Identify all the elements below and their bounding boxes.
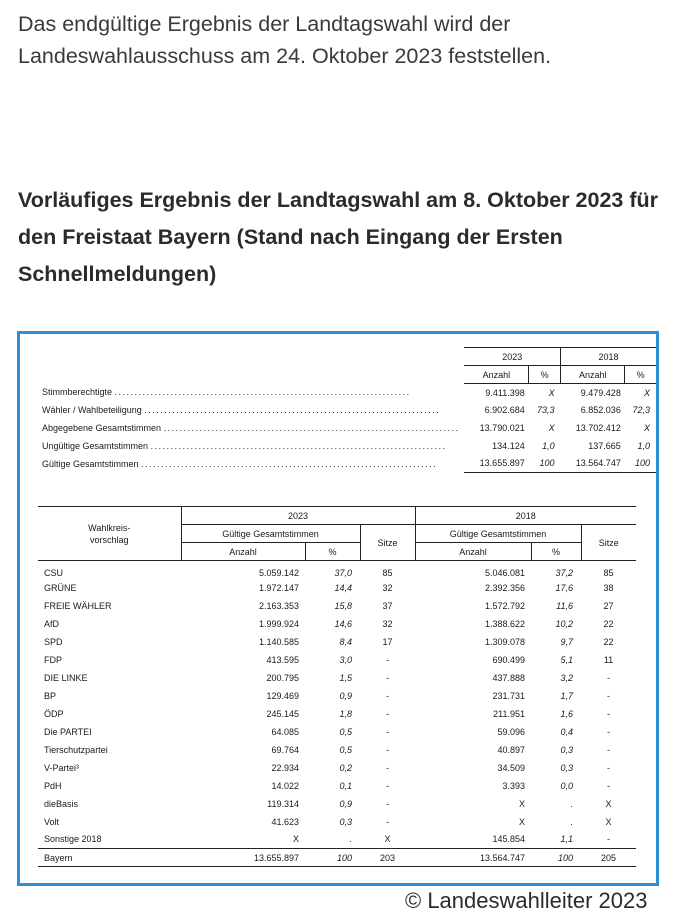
pct-2023: 100 xyxy=(305,849,360,867)
pct-2018: 9,7 xyxy=(560,636,573,647)
votes-2018: 1.388.622 xyxy=(484,618,525,629)
seats-2023: - xyxy=(386,762,389,773)
seats-2023: 17 xyxy=(382,636,393,647)
summary-pct-2023: 73,3 xyxy=(537,405,555,416)
summary-year-2023: 2023 xyxy=(464,348,560,366)
pct-2023: 0,9 xyxy=(339,798,352,809)
summary-pct-2023: 1,0 xyxy=(542,440,555,451)
summary-label xyxy=(42,419,460,437)
copyright-note: © Landeswahlleiter 2023 xyxy=(405,888,648,913)
votes-2018: 690.499 xyxy=(492,654,525,665)
table-row xyxy=(38,579,636,597)
seats-2023: 85 xyxy=(382,567,393,578)
seats-2018: - xyxy=(607,834,610,845)
table-row xyxy=(38,669,636,687)
summary-anzahl-2023: 134.124 xyxy=(492,440,525,451)
col-anzahl-2018: Anzahl xyxy=(415,543,531,561)
seats-2023: - xyxy=(386,816,389,827)
table-row xyxy=(38,759,636,777)
seats-2018: - xyxy=(607,744,610,755)
votes-2023: 200.795 xyxy=(266,672,299,683)
votes-2018: 34.509 xyxy=(497,762,525,773)
pct-2018: . xyxy=(570,816,573,827)
pct-2018: 1,1 xyxy=(560,834,573,845)
seats-2018: - xyxy=(607,672,610,683)
summary-col-pct-2018: % xyxy=(625,366,656,384)
summary-anzahl-2018: 13.564.747 xyxy=(561,455,625,473)
party-name: V-Partei³ xyxy=(44,762,80,773)
col-pct-2023: % xyxy=(305,543,360,561)
pct-2018: 37,2 xyxy=(555,567,573,578)
pct-2023: 0,1 xyxy=(339,780,352,791)
col-wahlkreisvorschlag: Wahlkreis- vorschlag xyxy=(38,507,181,561)
summary-row xyxy=(42,437,656,455)
votes-2018: 3.393 xyxy=(502,780,525,791)
party-name: DIE LINKE xyxy=(44,672,88,683)
pct-2023: 15,8 xyxy=(334,600,352,611)
summary-anzahl-2023: 13.790.021 xyxy=(479,422,525,433)
summary-anzahl-2023: 13.655.897 xyxy=(464,455,528,473)
summary-pct-2023: 100 xyxy=(529,455,561,473)
votes-2023: 2.163.353 xyxy=(258,600,299,611)
votes-2023: 119.314 xyxy=(267,798,299,809)
party-name: GRÜNE xyxy=(44,582,77,593)
summary-pct-2023: X xyxy=(548,387,555,398)
pct-2018: 11,6 xyxy=(556,600,573,611)
seats-2018: 27 xyxy=(603,600,614,611)
pct-2023: 1,5 xyxy=(339,672,352,683)
summary-pct-2023: X xyxy=(548,422,555,433)
total-row xyxy=(38,849,636,867)
party-name: SPD xyxy=(44,636,63,647)
table-row xyxy=(38,741,636,759)
pct-2018: 5,1 xyxy=(560,654,573,665)
seats-2023: 32 xyxy=(382,618,393,629)
table-row xyxy=(38,651,636,669)
party-name: Volt xyxy=(44,816,60,827)
table-row xyxy=(38,615,636,633)
party-name: PdH xyxy=(44,780,62,791)
votes-2018: 1.309.078 xyxy=(484,636,525,647)
votes-2018: 437.888 xyxy=(492,672,525,683)
summary-pct-2018: 1,0 xyxy=(637,440,650,451)
pct-2023: 0,2 xyxy=(339,762,352,773)
votes-2018: 40.897 xyxy=(497,744,525,755)
votes-2023: 129.469 xyxy=(266,690,299,701)
seats-2023: - xyxy=(386,672,389,683)
summary-row xyxy=(42,455,656,473)
votes-2023: 245.145 xyxy=(266,708,299,719)
votes-2023: 69.764 xyxy=(271,744,299,755)
votes-2023: 5.059.142 xyxy=(258,567,299,578)
votes-2023: 13.655.897 xyxy=(181,849,305,867)
votes-2023: 1.140.585 xyxy=(258,636,299,647)
summary-label-text: Abgegebene Gesamtstimmen xyxy=(42,422,162,433)
votes-2023: 14.022 xyxy=(271,780,299,791)
dot-leader: .......................................................................... xyxy=(141,458,438,469)
votes-2023: 22.934 xyxy=(271,762,299,773)
votes-2018: 59.096 xyxy=(497,726,525,737)
votes-2018: 211.951 xyxy=(493,708,525,719)
pct-2018: . xyxy=(570,798,573,809)
pct-2023: 0,9 xyxy=(339,690,352,701)
summary-label xyxy=(42,384,460,402)
results-year-2018: 2018 xyxy=(415,507,636,525)
votes-2023: 1.972.147 xyxy=(258,582,299,593)
seats-2023: - xyxy=(386,690,389,701)
col-anzahl-2023: Anzahl xyxy=(181,543,305,561)
dot-leader: .......................................................................... xyxy=(150,440,447,451)
votes-2018: 145.854 xyxy=(492,834,525,845)
summary-pct-2018: X xyxy=(643,387,650,398)
pct-2018: 0,3 xyxy=(560,762,573,773)
votes-2018: 13.564.747 xyxy=(415,849,531,867)
pct-2018: 0,0 xyxy=(560,780,573,791)
col-seats-2023: Sitze xyxy=(360,525,415,561)
votes-2023: 41.623 xyxy=(271,816,299,827)
pct-2023: 14,4 xyxy=(334,582,352,593)
summary-label-text: Gültige Gesamtstimmen xyxy=(42,458,139,469)
seats-2018: - xyxy=(607,708,610,719)
summary-label xyxy=(42,455,460,473)
summary-label-text: Stimmberechtigte xyxy=(42,387,113,398)
dot-leader: .......................................................................... xyxy=(163,422,460,433)
summary-label-text: Ungültige Gesamtstimmen xyxy=(42,440,149,451)
votes-2023: 64.085 xyxy=(271,726,299,737)
pct-2023: 3,0 xyxy=(339,654,352,665)
summary-row xyxy=(42,419,656,437)
pct-2018: 100 xyxy=(531,849,581,867)
summary-anzahl-2018: 13.702.412 xyxy=(575,422,621,433)
seats-2018: X xyxy=(605,798,612,809)
summary-row xyxy=(42,384,656,402)
seats-2023: - xyxy=(386,708,389,719)
summary-pct-2018: 72,3 xyxy=(632,405,650,416)
pct-2023: 1,8 xyxy=(339,708,352,719)
pct-2023: . xyxy=(349,834,352,845)
summary-anzahl-2018: 6.852.036 xyxy=(580,405,621,416)
votes-2023: 1.999.924 xyxy=(258,618,299,629)
party-name: Tierschutzpartei xyxy=(44,744,108,755)
party-name: BP xyxy=(44,690,57,701)
seats-2023: - xyxy=(386,780,389,791)
dot-leader: .......................................................................... xyxy=(114,387,411,398)
seats-2018: - xyxy=(607,762,610,773)
col-valid-votes-2018: Gültige Gesamtstimmen xyxy=(415,525,581,543)
party-name: CSU xyxy=(44,567,64,578)
summary-pct-2018: 100 xyxy=(625,455,656,473)
party-name: Sonstige 2018 xyxy=(44,834,102,845)
pct-2018: 3,2 xyxy=(560,672,573,683)
pct-2023: 0,3 xyxy=(339,816,352,827)
table-row xyxy=(38,561,636,579)
pct-2018: 0,3 xyxy=(560,744,573,755)
summary-label-text: Wähler / Wahlbeteiligung xyxy=(42,405,142,416)
summary-anzahl-2023: 9.411.398 xyxy=(485,387,525,398)
page-heading: Vorläufiges Ergebnis der Landtagswahl am 8. Oktober 2023 für den Freistaat Bayern (Stand nach Eingang der Ersten Schnellmeldungen) xyxy=(18,188,659,286)
summary-pct-2018: X xyxy=(643,422,650,433)
seats-2018: - xyxy=(607,780,610,791)
table-row xyxy=(38,813,636,831)
seats-2018: X xyxy=(605,816,612,827)
party-name: AfD xyxy=(44,618,60,629)
votes-2018: 1.572.792 xyxy=(484,600,525,611)
seats-2023: - xyxy=(386,726,389,737)
pct-2023: 0,5 xyxy=(339,744,352,755)
summary-label xyxy=(42,437,460,455)
pct-2018: 17,6 xyxy=(555,582,573,593)
table-row xyxy=(38,633,636,651)
table-row xyxy=(38,597,636,615)
seats-2018: 22 xyxy=(603,636,614,647)
pct-2023: 37,0 xyxy=(334,567,352,578)
party-name: FREIE WÄHLER xyxy=(44,600,112,611)
pct-2023: 0,5 xyxy=(339,726,352,737)
summary-col-anzahl-2023: Anzahl xyxy=(464,366,528,384)
votes-2023: 413.595 xyxy=(266,654,299,665)
seats-2023: - xyxy=(386,654,389,665)
seats-2018: 22 xyxy=(603,618,614,629)
summary-label xyxy=(42,401,460,419)
results-figure xyxy=(17,331,659,886)
seats-2018: - xyxy=(607,690,610,701)
table-row xyxy=(38,705,636,723)
results-year-2023: 2023 xyxy=(181,507,415,525)
seats-2023: - xyxy=(386,744,389,755)
summary-anzahl-2023: 6.902.684 xyxy=(484,405,525,416)
votes-2023: X xyxy=(292,834,299,845)
table-row xyxy=(38,777,636,795)
dot-leader: .......................................................................... xyxy=(144,405,441,416)
turnout-summary-table xyxy=(42,347,656,473)
col-valid-votes-2023: Gültige Gesamtstimmen xyxy=(181,525,360,543)
party-name: Bayern xyxy=(38,849,181,867)
seats-2023: - xyxy=(386,798,389,809)
table-row xyxy=(38,795,636,813)
seats-2018: 11 xyxy=(603,654,614,665)
party-name: Die PARTEI xyxy=(44,726,92,737)
seats-2023: 203 xyxy=(360,849,415,867)
seats-2023: X xyxy=(384,834,391,845)
summary-col-pct-2023: % xyxy=(529,366,561,384)
party-name: dieBasis xyxy=(44,798,79,809)
votes-2018: 2.392.356 xyxy=(484,582,525,593)
votes-2018: 5.046.081 xyxy=(484,567,525,578)
col-pct-2018: % xyxy=(531,543,581,561)
seats-2023: 37 xyxy=(382,600,393,611)
seats-2018: 38 xyxy=(603,582,614,593)
summary-anzahl-2018: 137.665 xyxy=(588,440,621,451)
summary-year-2018: 2018 xyxy=(561,348,656,366)
votes-2018: X xyxy=(518,798,525,809)
party-name: FDP xyxy=(44,654,62,665)
seats-2018: 205 xyxy=(581,849,636,867)
intro-text: Das endgültige Ergebnis der Landtagswahl wird der Landeswahlausschuss am 24. Oktober 2023 feststellen. xyxy=(18,12,552,68)
votes-2018: 231.731 xyxy=(492,690,525,701)
pct-2018: 0,4 xyxy=(560,726,573,737)
summary-row xyxy=(42,401,656,419)
party-name: ÖDP xyxy=(44,708,64,719)
pct-2018: 10,2 xyxy=(555,618,573,629)
table-row xyxy=(38,723,636,741)
pct-2018: 1,7 xyxy=(560,690,573,701)
col-seats-2018: Sitze xyxy=(581,525,636,561)
pct-2018: 1,6 xyxy=(560,708,573,719)
seats-2018: 85 xyxy=(603,567,614,578)
summary-anzahl-2018: 9.479.428 xyxy=(580,387,621,398)
table-row xyxy=(38,831,636,849)
party-results-table xyxy=(38,506,636,867)
table-row xyxy=(38,687,636,705)
pct-2023: 14,6 xyxy=(334,618,352,629)
seats-2018: - xyxy=(607,726,610,737)
pct-2023: 8,4 xyxy=(339,636,352,647)
votes-2018: X xyxy=(518,816,525,827)
summary-col-anzahl-2018: Anzahl xyxy=(561,366,625,384)
seats-2023: 32 xyxy=(382,582,393,593)
